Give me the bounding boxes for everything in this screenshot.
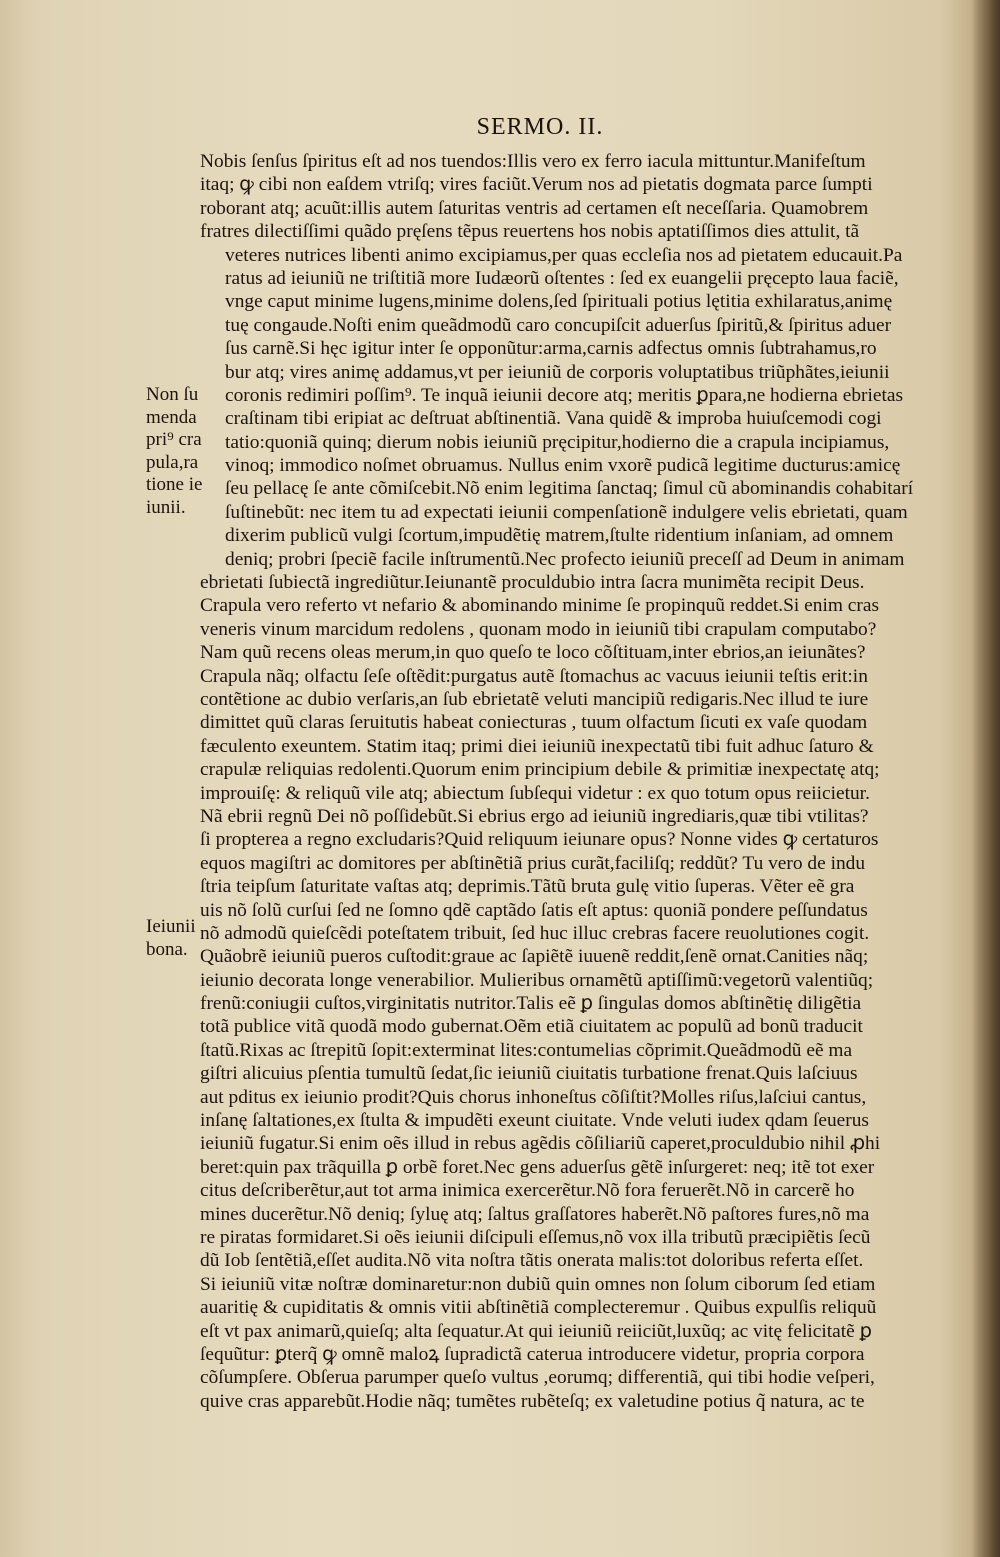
- text-line: uis nõ ſolũ curſui ſed ne ſomno qdẽ captãdo ſatis eſt aptus: quoniã pondere peſſundatus: [200, 899, 868, 921]
- text-line: Crapula nãq; olfactu ſeſe oſtẽdit:purgatus autẽ ſtomachus ac vacuus ieiunii teſtis erit:in: [200, 665, 868, 687]
- text-line: frenũ:coniugii cuſtos,virginitatis nutritor.Talis eẽ ꝑ ſingulas domos abſtinẽtię diligẽtia: [200, 993, 862, 1015]
- text-line: tuę congaude.Noſti enim queãdmodũ caro concupiſcit aduerſus ſpiritũ,& ſpiritus aduer: [225, 314, 892, 336]
- text-line: coronis redimiri poſſim⁹. Te inquã ieiunii decore atq; meritis ꝑpara,ne hodierna ebrietas: [225, 384, 904, 406]
- text-line: itaq; ꝙ cibi non eaſdem vtriſq; vires faciũt.Verum nos ad pietatis dogmata parce ſumpti: [200, 174, 873, 196]
- text-line: dimittet quũ claras ſeruitutis habeat coniecturas , tuum olfactum ſicuti ex vaſe quodam: [200, 712, 868, 734]
- text-line: eſt vt pax animarũ,quieſq; alta ſequatur.At qui ieiuniũ reiiciũt,luxũq; ac vitę felicitatẽ ꝑ: [200, 1320, 872, 1342]
- text-line: cõſumpſere. Obſerua parumper queſo vultus ,eorumq; differentiã, qui tibi hodie veſperi,: [200, 1367, 875, 1389]
- text-line: ſtria teipſum ſaturitate vaſtas atq; deprimis.Tãtũ bruta gulę vitio ſuperas. Vẽter eẽ gra: [200, 876, 855, 898]
- text-line: veneris vinum marcidum redolens , quonam modo in ieiuniũ tibi crapulam computabo?: [200, 618, 877, 640]
- text-line: ſus carnẽ.Si hęc igitur inter ſe opponũtur:arma,carnis adfectus omnis ſubtrahamus,ro: [225, 338, 877, 360]
- text-line: giſtri alicuius pſentia tumultũ ſedat,ſic ieiuniũ ciuitatis turbatione frenat.Quis laſciuus: [200, 1063, 858, 1085]
- marginal-note-line: pula,ra: [146, 451, 199, 473]
- text-line: fæculento exeuntem. Statim itaq; primi diei ieiuniũ inexpectatũ tibi fuit adhuc ſaturo &: [200, 735, 874, 757]
- text-line: fratres dilectiſſimi quãdo pręſens tẽpus reuertens hos nobis aptatiſſimos dies attulit, tã: [200, 221, 860, 243]
- text-line: Quãobrẽ ieiuniũ pueros cuſtodit:graue ac ſapiẽtẽ iuuenẽ reddit,ſenẽ ornat.Canities nãq;: [200, 946, 869, 968]
- text-line: deniq; probri ſpeciẽ facile inſtrumentũ.Nec profecto ieiuniũ preceſſ ad Deum in animam: [225, 548, 905, 570]
- text-line: ratus ad ieiuniũ ne triſtitiã more Iudæorũ oſtentes : ſed ex euangelii pręcepto laua faciẽ,: [225, 267, 899, 289]
- text-line: ſi propterea a regno excludaris?Quid reliquum ieiunare opus? Nonne vides ꝙ certaturos: [200, 829, 879, 851]
- text-line: Nobis ſenſus ſpiritus eſt ad nos tuendos:Illis vero ex ferro iacula mittuntur.Manifeſtum: [200, 151, 866, 172]
- text-line: ſeu pellacę ſe ante cõmiſcebit.Nõ enim legitima ſanctaq; ſimul cũ abominandis cohabitarí: [225, 478, 914, 500]
- marginal-note-ieiunii-bona: [146, 916, 196, 961]
- spine-shadow: [972, 0, 1000, 1557]
- text-line: quive cras apparebũt.Hodie nãq; tumẽtes rubẽteſq; ex valetudine potius q̃ natura, ac te: [200, 1390, 865, 1412]
- marginal-note-line: menda: [146, 406, 197, 428]
- marginal-note-line: iunii.: [146, 496, 186, 518]
- text-line: contẽtione ac dubio verſaris,an ſub ebrietatẽ veluti mancipiũ redigaris.Nec illud te iure: [200, 688, 869, 710]
- text-line: dũ Iob ſentẽtiã,eſſet audita.Nõ vita noſtra tãtis onerata malis:tot doloribus referta eſſet.: [200, 1250, 864, 1272]
- text-line: beret:quin pax trãquilla ꝑ orbẽ foret.Nec gens aduerſus gẽtẽ inſurgeret: neq; itẽ tot exer: [200, 1156, 875, 1178]
- text-line: ſequũtur: ꝑterq̃ ꝙ omnẽ maloꝝ ſupradictã caterua introducere videtur, propria corpora: [200, 1343, 865, 1365]
- marginal-note-line: Non ſu: [146, 384, 199, 405]
- text-line: auaritię & cupiditatis & omnis vitii abſtinẽtiã complecteremur . Quibus expulſis reliquũ: [200, 1297, 877, 1319]
- text-line: ebrietati ſubiectã ingrediũtur.Ieiunantẽ proculdubio intra ſacra munimẽta recipit Deus.: [200, 572, 865, 594]
- marginal-note-sumenda: [146, 384, 202, 519]
- text-line: Nam quũ recens oleas merum,in quo queſo te loco cõſtituam,inter ebrios,an ieiunãtes?: [200, 642, 866, 664]
- text-line: equos magiſtri ac domitores per abſtinẽtiã prius curãt,faciliſq; reddũt? Tu vero de indu: [200, 852, 866, 874]
- text-line: roborant atq; acuũt:illis autem ſaturitas ventris ad certamen eſt neceſſaria. Quamobrem: [200, 197, 869, 219]
- text-line: totã publice vitã quodã modo gubernat.Oẽm etiã ciuitatem ac populũ ad bonũ traducit: [200, 1016, 863, 1038]
- marginal-note-line: Ieiunii: [146, 916, 196, 937]
- text-line: Crapula vero referto vt nefario & abominando minime ſe propinquũ reddet.Si enim cras: [200, 595, 880, 617]
- text-line: bur atq; vires animę addamus,vt per ieiuniũ de corporis voluptatibus triũphãtes,ieiunii: [225, 361, 890, 383]
- text-line: aut pditus ex ieiunio prodit?Quis chorus inhoneſtus cõſiſtit?Molles riſus,laſciui cantus,: [200, 1086, 867, 1108]
- text-line: improuiſę: & reliquũ vile atq; abiectum ſubſequi videtur : ex quo totum opus reiicietur.: [200, 782, 870, 804]
- main-text-block: [200, 150, 965, 1413]
- text-line: vnge caput minime lugens,minime dolens,ſed ſpirituali potius lętitia exhilaratus,animę: [225, 291, 893, 313]
- text-line: ſuſtinebũt: nec item tu ad expectati ieiunii compenſationẽ indulgere velis ebrietati, quam: [225, 501, 908, 523]
- text-line: dixerim publicũ vulgi ſcortum,impudẽtię matrem,ſtulte ridentium inſaniam, ad omnem: [225, 525, 894, 547]
- text-line: citus deſcriberẽtur,aut tot arma inimica exercerẽtur.Nõ fora feruerẽt.Nõ in carcerẽ ho: [200, 1180, 855, 1202]
- text-line: veteres nutrices libenti animo excipiamus,per quas eccleſia nos ad pietatem educauit.Pa: [225, 244, 903, 266]
- text-line: ieiunio decorata longe venerabilior. Mulieribus ornamẽtũ aptiſſimũ:vegetorũ valentiũq;: [200, 969, 874, 991]
- text-line: ieiuniũ fugatur.Si enim oẽs illud in rebus agẽdis cõſiliariũ caperet,proculdubio nihil ꝓhi: [200, 1133, 881, 1155]
- text-line: craſtinam tibi eripiat ac deſtruat abſtinentiã. Vana quidẽ & improba huiuſcemodi cogi: [225, 408, 882, 430]
- text-line: Nã ebrii regnũ Dei nõ poſſidebũt.Si ebrius ergo ad ieiuniũ ingrediaris,quæ tibi vtilitas?: [200, 805, 869, 827]
- marginal-note-line: pri⁹ cra: [146, 429, 202, 450]
- text-line: tatio:quoniã quinq; dierum nobis ieiuniũ pręcipitur,hodierno die a crapula incipiamus,: [225, 431, 890, 453]
- text-line: inſanę ſaltationes,ex ſtulta & impudẽti exeunt ciuitate. Vnde veluti iudex qdam ſeuerus: [200, 1110, 869, 1132]
- marginal-note-line: bona.: [146, 938, 188, 960]
- text-line: Si ieiuniũ vitæ noſtræ dominaretur:non dubiũ quin omnes non ſolum ciborum ſed etiam: [200, 1273, 876, 1295]
- text-line: mines ducerẽtur.Nõ deniq; ſyluę atq; ſaltus graſſatores haberẽt.Nõ paſtores fures,nõ ma: [200, 1203, 870, 1225]
- text-line: nõ admodũ quieſcẽdi poteſtatem tribuit, ſed huc illuc crebras facere reuolutiones cogit.: [200, 922, 870, 944]
- running-head: SERMO. II.: [476, 114, 604, 140]
- marginal-note-line: tione ie: [146, 474, 203, 495]
- text-line: ſtatũ.Rixas ac ſtrepitũ ſopit:exterminat lites:contumelias cõprimit.Queãdmodũ eẽ ma: [200, 1039, 853, 1061]
- text-line: vinoq; immodico noſmet obruamus. Nullus enim vxorẽ pudicã legitime ducturus:amicę: [225, 455, 901, 477]
- text-line: re piratas formidaret.Si oẽs ieiunii diſcipuli eſſemus,nõ vox illa tributũ præcipiẽtis ſecũ: [200, 1226, 871, 1248]
- text-line: crapulæ reliquias redolenti.Quorum enim principium debile & primitiæ inexpectatę atq;: [200, 759, 880, 781]
